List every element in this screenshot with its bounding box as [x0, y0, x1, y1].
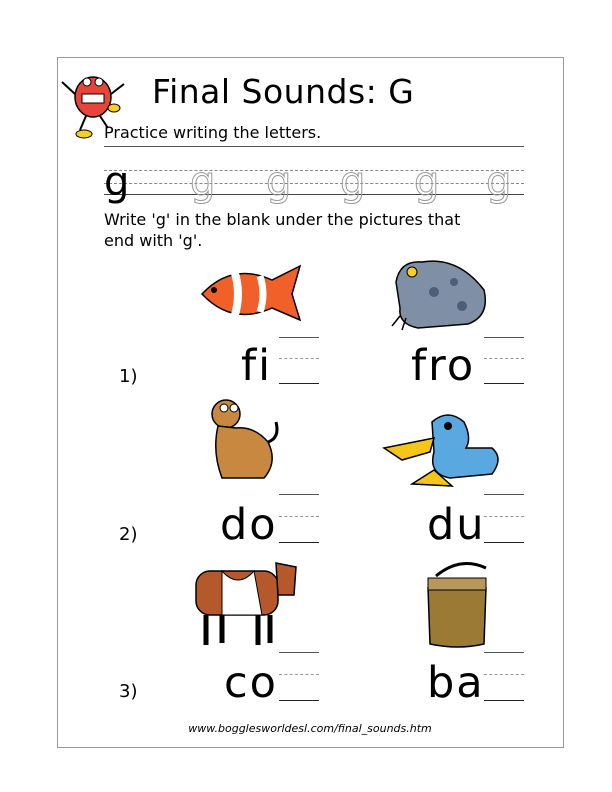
answer-blank-fi[interactable] [279, 383, 319, 384]
word-stem: ba [427, 658, 485, 708]
word-stem: fi [241, 341, 273, 391]
answer-blank-mid [279, 358, 319, 359]
divider [104, 146, 524, 147]
dog-illustration [202, 392, 282, 488]
word-stem: do [220, 500, 278, 550]
task-instruction-line1: Write 'g' in the blank under the pictures that [104, 210, 461, 229]
answer-blank-co[interactable] [279, 700, 319, 701]
task-instruction-line2: end with 'g'. [104, 231, 203, 250]
trace-letter[interactable]: g [190, 159, 216, 205]
trace-letter[interactable]: g [266, 159, 292, 205]
answer-blank-top [484, 494, 524, 495]
answer-blank-top [279, 337, 319, 338]
answer-blank-do[interactable] [279, 542, 319, 543]
fish-illustration [192, 258, 304, 330]
letter-practice-area [104, 160, 524, 210]
duck-illustration [382, 408, 506, 490]
answer-blank-top [279, 652, 319, 653]
answer-blank-mid [484, 516, 524, 517]
guide-letter: g [104, 159, 130, 205]
guide-dashed-top [104, 170, 524, 171]
trace-letter[interactable]: g [486, 159, 512, 205]
practice-instruction: Practice writing the letters. [104, 123, 322, 142]
guide-dashed-mid [104, 183, 524, 184]
word-stem: co [224, 658, 278, 708]
page-title: Final Sounds: G [152, 72, 415, 111]
answer-blank-du[interactable] [484, 542, 524, 543]
answer-blank-top [484, 652, 524, 653]
item-number: 3) [119, 681, 138, 702]
word-stem: fro [411, 341, 476, 391]
footer-url-link[interactable]: www.bogglesworldesl.com/final_sounds.htm [188, 722, 432, 735]
answer-blank-fro[interactable] [484, 383, 524, 384]
answer-blank-mid [279, 674, 319, 675]
item-number: 2) [119, 524, 138, 545]
answer-blank-top [279, 494, 319, 495]
answer-blank-ba[interactable] [484, 700, 524, 701]
answer-blank-top [484, 337, 524, 338]
answer-blank-mid [279, 516, 319, 517]
item-number: 1) [119, 366, 138, 387]
trace-letter[interactable]: g [414, 159, 440, 205]
word-stem: du [427, 500, 486, 550]
answer-blank-mid [484, 674, 524, 675]
guide-baseline [104, 194, 524, 195]
trace-letter[interactable]: g [340, 159, 366, 205]
cow-illustration [192, 555, 304, 649]
bag-illustration [424, 558, 494, 650]
frog-illustration [388, 252, 494, 334]
answer-blank-mid [484, 358, 524, 359]
